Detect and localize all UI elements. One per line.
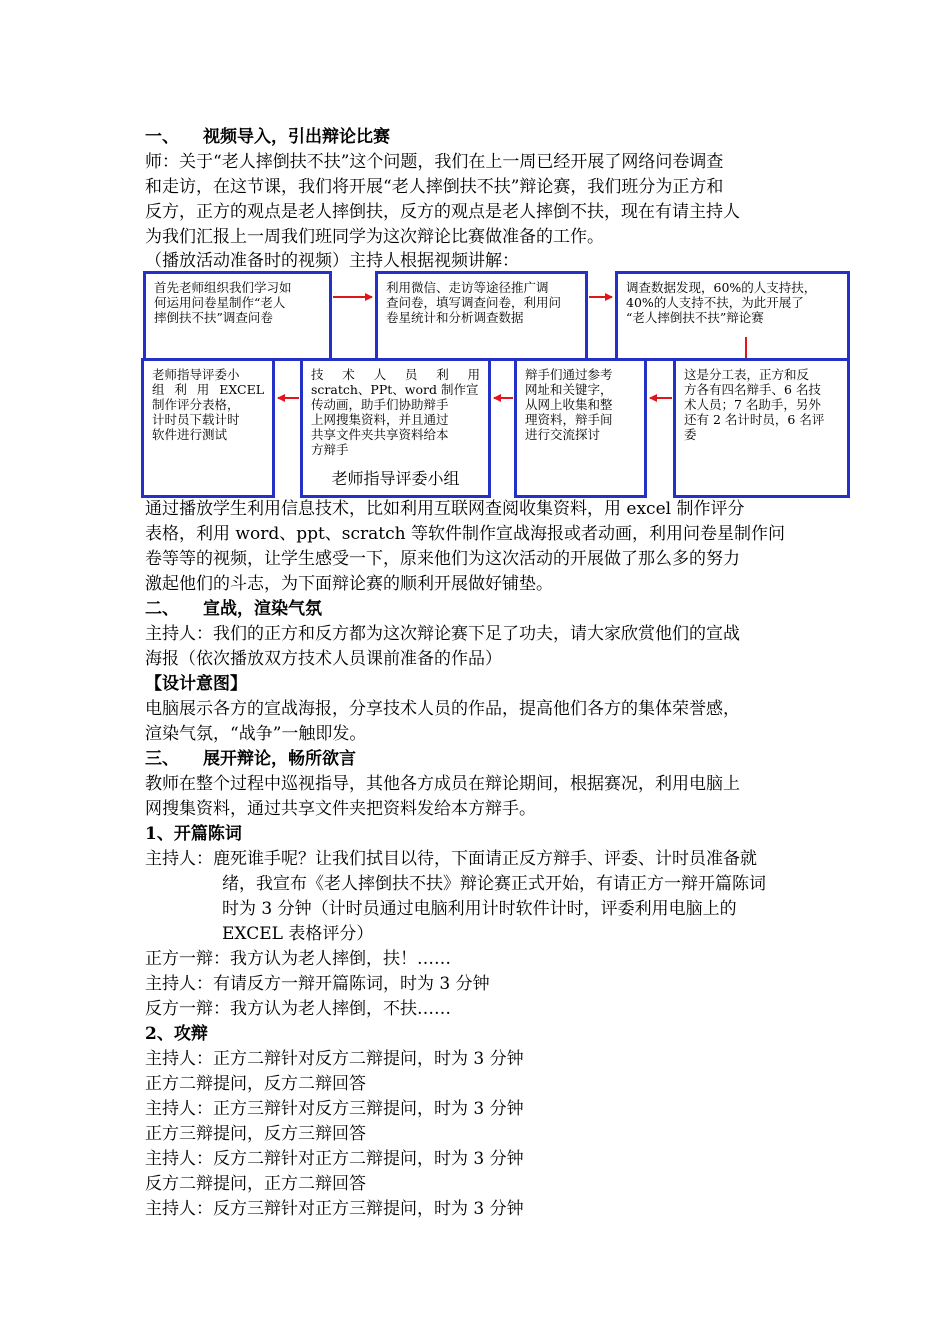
flow-box-6-line-2: scratch、PPt、word 制作宣 [311,382,479,397]
flow-box-7-line-2: 组 利 用 EXCEL [152,382,264,397]
flow-box-3-line-3: “老人摔倒扶不扶”辩论赛 [626,310,764,325]
flow-box-5-line-3: 从网上收集和整 [525,397,613,412]
section-2-para-line-2: 海报（依次播放双方技术人员课前准备的作品） [145,649,502,669]
section-1-para-line-3: 反方，正方的观点是老人摔倒扶，反方的观点是老人摔倒不扶，现在有请主持人 [145,202,740,222]
host-opening-line-1: 主持人：鹿死谁手呢？让我们拭目以待，下面请正反方辩手、评委、计时员准备就 [145,849,757,869]
host-opening-line-4: EXCEL 表格评分） [222,924,374,944]
flow-box-5-line-4: 理资料，辩手间 [525,412,613,427]
section-2-number: 二、 [145,599,179,619]
flow-box-7-line-4: 计时员下载计时 [152,412,240,427]
cross-exam-line-5: 主持人：反方二辩针对正方二辩提问，时为 3 分钟 [145,1149,524,1169]
cross-exam-line-2: 正方二辩提问，反方二辩回答 [145,1074,366,1094]
cross-exam-line-1: 主持人：正方二辩针对反方二辩提问，时为 3 分钟 [145,1049,524,1069]
design-intent-title: 【设计意图】 [145,674,247,694]
flow-box-3 [615,271,850,361]
flow-box-4-line-2: 方各有四名辩手、6 名技 [684,382,821,397]
section-2-heading [145,597,322,622]
section-3-para-line-2: 网搜集资料，通过共享文件夹把资料发给本方辩手。 [145,799,536,819]
flow-box-6-line-6: 方辩手 [311,442,349,457]
flow-box-2-line-3: 卷星统计和分析调查数据 [386,310,524,325]
cross-exam-line-6: 反方二辩提问，正方二辩回答 [145,1174,366,1194]
flow-box-4-line-1: 这是分工表，正方和反 [684,367,810,382]
flow-box-1 [143,271,332,361]
design-intent-line-2: 渲染气氛，“战争”一触即发。 [145,724,367,744]
section-1-title: 视频导入，引出辩论比赛 [203,127,390,147]
flow-box-3-line-2: 40%的人支持不扶，为此开展了 [626,295,804,310]
flow-box-2-line-2: 查问卷，填写调查问卷，利用问 [386,295,562,310]
section-1-para-line-4: 为我们汇报上一周我们班同学为这次辩论比赛做准备的工作。 [145,227,604,247]
flow-box-5 [514,358,647,498]
opening-line-host: 主持人：有请反方一辩开篇陈词，时为 3 分钟 [145,974,490,994]
section-2-title: 宣战，渲染气氛 [203,599,322,619]
flow-box-7-line-5: 软件进行测试 [152,427,228,442]
section-3-heading [145,747,356,772]
cross-exam-line-7: 主持人：反方三辩针对正方三辩提问，时为 3 分钟 [145,1199,524,1219]
section-3-number: 三、 [145,749,179,769]
flow-box-1-line-1: 首先老师组织我们学习如 [154,280,292,295]
section-1-para-line-2: 和走访，在这节课，我们将开展“老人摔倒扶不扶”辩论赛，我们班分为正方和 [145,177,724,197]
after-flow-line-4: 激起他们的斗志，为下面辩论赛的顺利开展做好铺垫。 [145,574,553,594]
section-2-para-line-1: 主持人：我们的正方和反方都为这次辩论赛下足了功夫，请大家欣赏他们的宣战 [145,624,740,644]
flow-box-5-line-2: 网址和关键字， [525,382,613,397]
flow-box-6-footer: 老师指导评委小组 [331,469,460,488]
section-1-heading [145,125,390,150]
flow-box-4 [673,358,850,498]
flow-box-4-line-4: 还有 2 名计时员，6 名评 [684,412,825,427]
section-1-para-line-1: 师：关于“老人摔倒扶不扶”这个问题，我们在上一周已经开展了网络问卷调查 [145,152,724,172]
flow-box-7 [141,358,275,498]
section-3-title: 展开辩论，畅所欲言 [203,749,356,769]
section-3-para-line-1: 教师在整个过程中巡视指导，其他各方成员在辩论期间，根据赛况，利用电脑上 [145,774,740,794]
flow-box-4-line-3: 术人员；7 名助手，另外 [684,397,821,412]
after-flow-line-2: 表格，利用 word、ppt、scratch 等软件制作宣战海报或者动画，利用问卷星制作问 [145,524,786,544]
subsection-opening-statement: 1、开篇陈词 [145,824,242,844]
flow-box-1-line-3: 摔倒扶不扶”调查问卷 [154,310,273,325]
flow-box-7-line-1: 老师指导评委小 [152,367,240,382]
flow-box-6-line-1: 技 术 人 员 利 用 [311,367,480,382]
opening-line-negative: 反方一辩：我方认为老人摔倒，不扶…… [145,999,451,1019]
after-flow-line-3: 卷等等的视频，让学生感受一下，原来他们为这次活动的开展做了那么多的努力 [145,549,740,569]
flow-box-5-line-5: 进行交流探讨 [525,427,601,442]
flow-box-6-line-5: 共享文件夹共享资料给本 [311,427,449,442]
flow-box-6-line-4: 上网搜集资料，并且通过 [311,412,449,427]
flow-box-6 [300,358,491,498]
flow-box-2 [375,271,588,361]
host-opening-line-3: 时为 3 分钟（计时员通过电脑利用计时软件计时，评委利用电脑上的 [222,899,737,919]
section-1-number: 一、 [145,127,179,147]
flow-box-1-line-2: 何运用问卷星制作“老人 [154,295,286,310]
opening-line-affirmative: 正方一辩：我方认为老人摔倒，扶！…… [145,949,451,969]
after-flow-line-1: 通过播放学生利用信息技术，比如利用互联网查阅收集资料，用 excel 制作评分 [145,499,745,519]
flow-box-5-line-1: 辩手们通过参考 [525,367,613,382]
cross-exam-line-4: 正方三辩提问，反方三辩回答 [145,1124,366,1144]
flow-box-7-line-3: 制作评分表格， [152,397,240,412]
design-intent-line-1: 电脑展示各方的宣战海报，分享技术人员的作品，提高他们各方的集体荣誉感， [145,699,740,719]
cross-exam-line-3: 主持人：正方三辩针对反方三辩提问，时为 3 分钟 [145,1099,524,1119]
flow-box-2-line-1: 利用微信、走访等途径推广调 [386,280,549,295]
flow-box-3-line-1: 调查数据发现，60%的人支持扶， [626,280,817,295]
section-1-para-line-5: （播放活动准备时的视频）主持人根据视频讲解： [145,251,519,271]
flow-box-6-line-3: 传动画，助手们协助辩手 [311,397,449,412]
subsection-cross-examination: 2、攻辩 [145,1024,208,1044]
host-opening-line-2: 绪，我宣布《老人摔倒扶不扶》辩论赛正式开始，有请正方一辩开篇陈词 [222,874,766,894]
flow-box-4-line-5: 委 [684,427,697,442]
